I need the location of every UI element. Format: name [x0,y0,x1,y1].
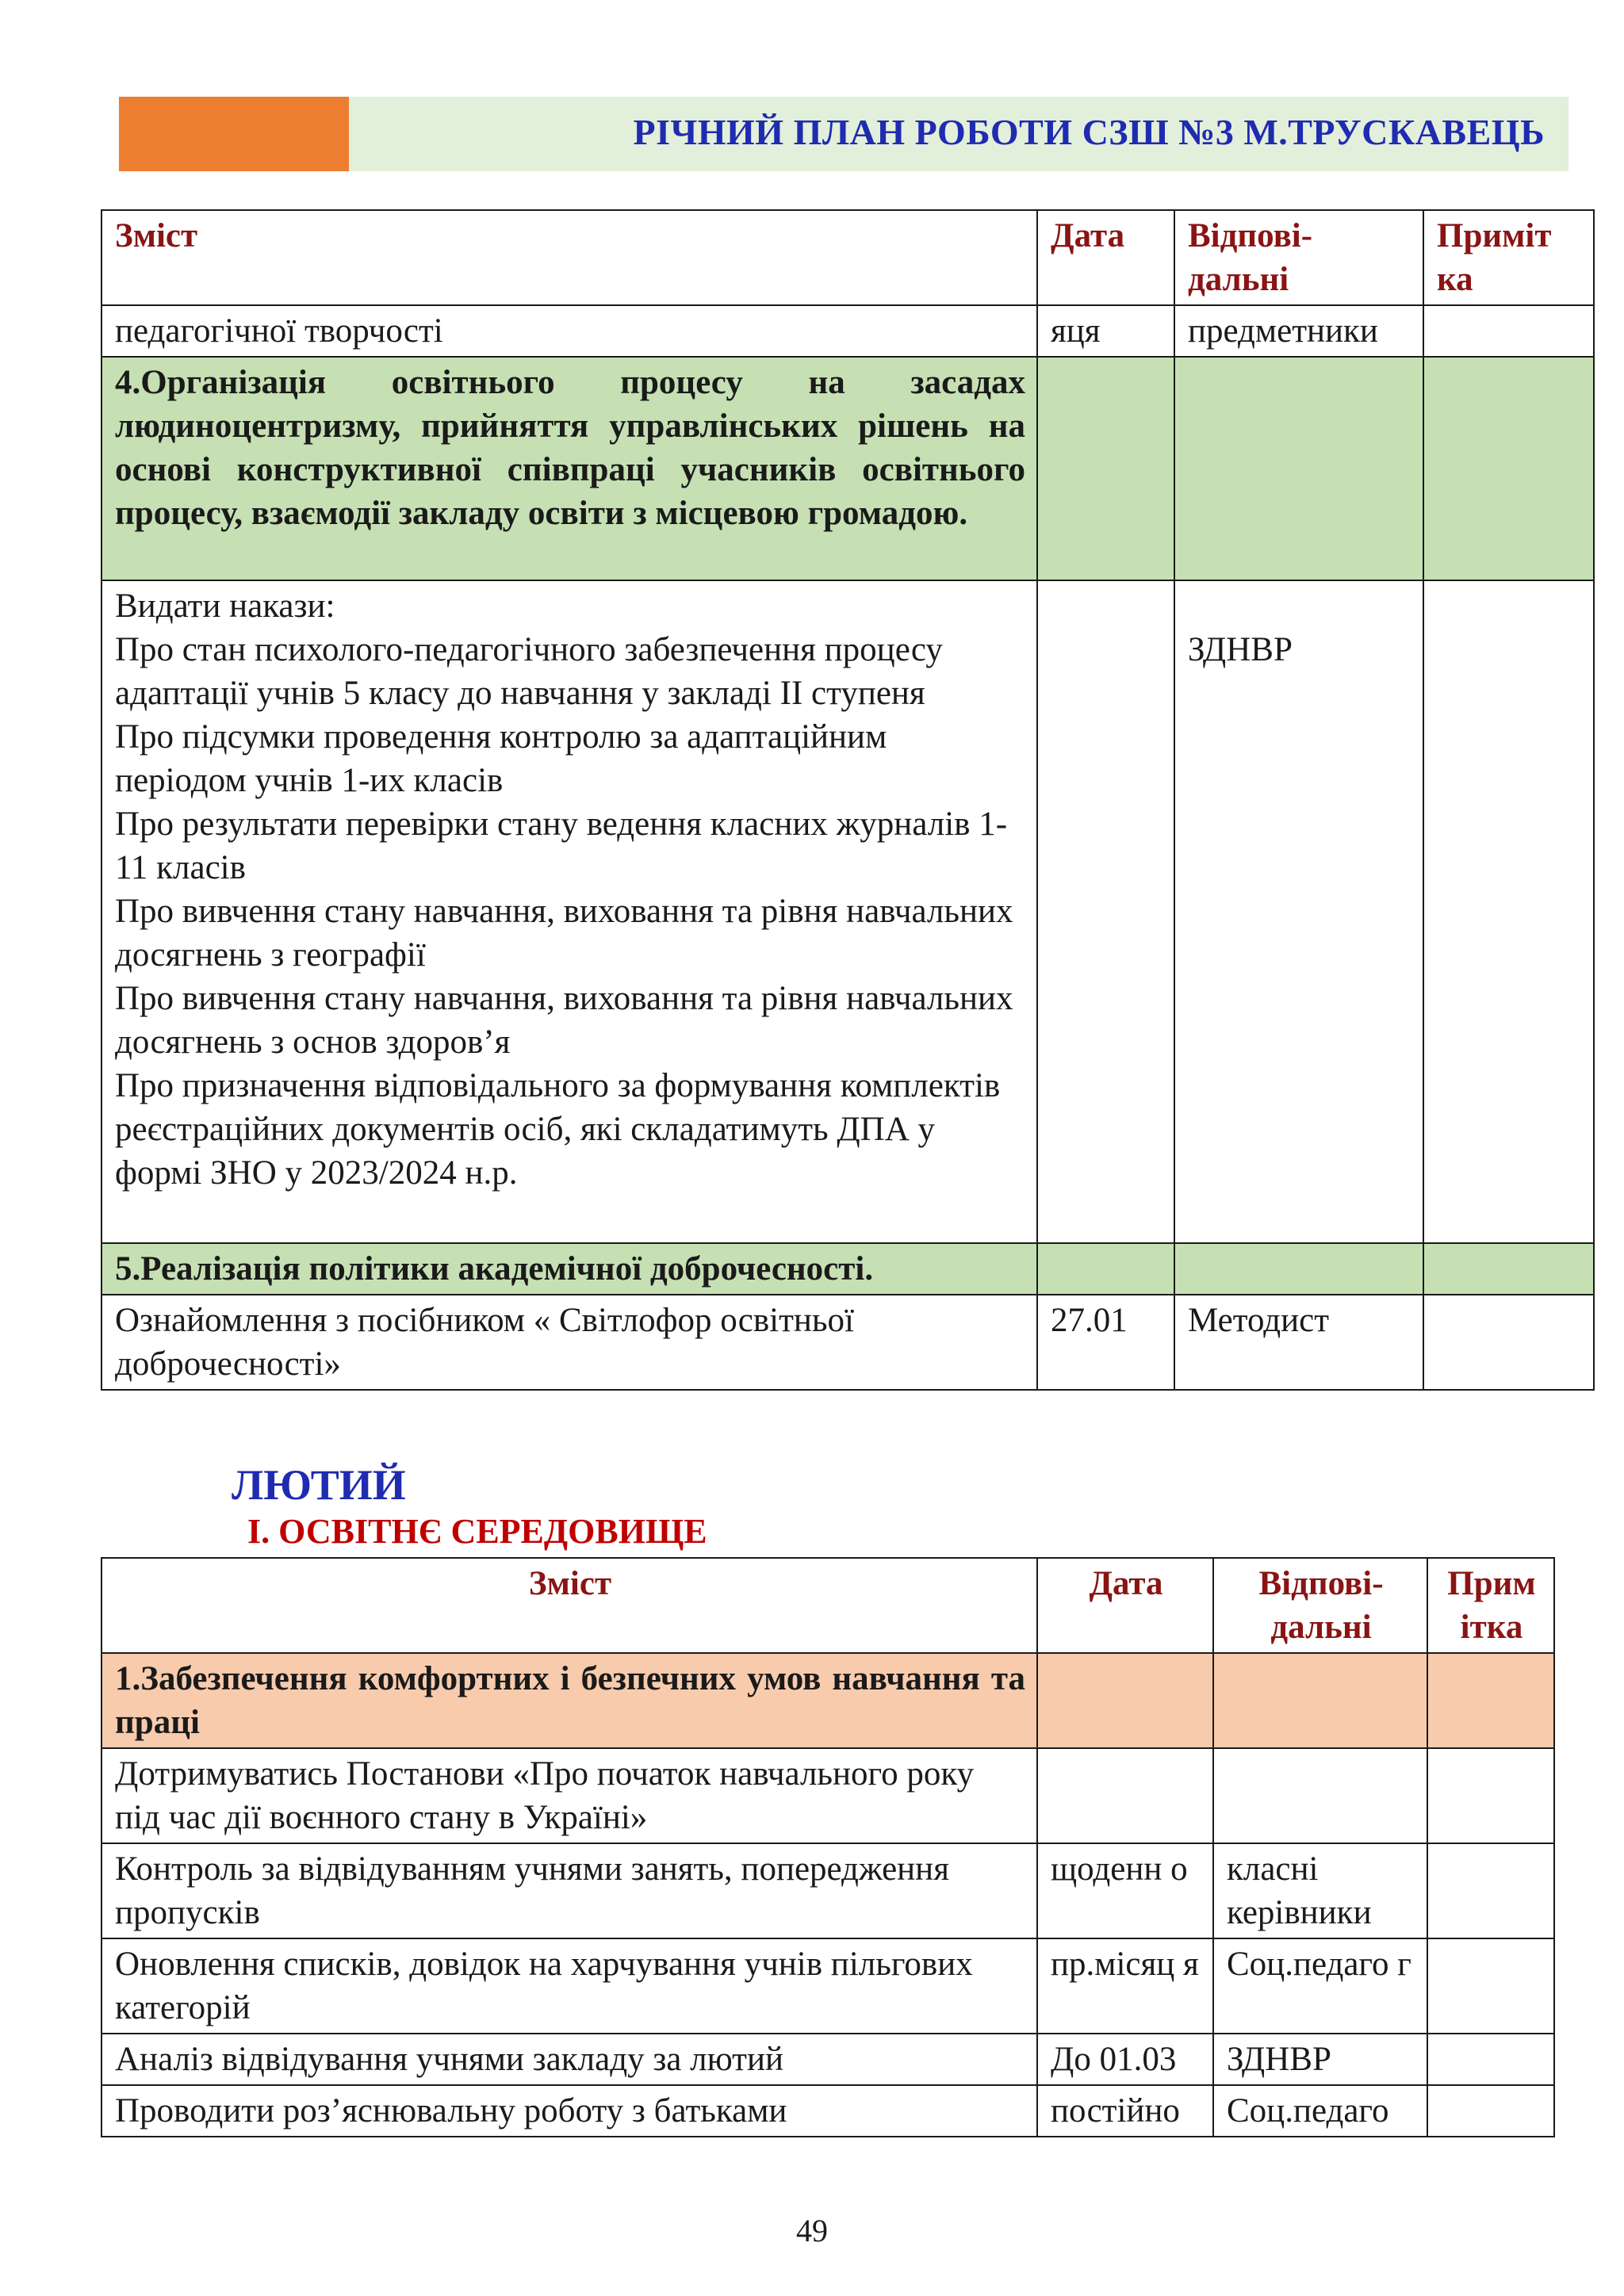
table-header-row [102,210,1594,305]
header-date: Дата [1037,1558,1213,1653]
table-row [102,1748,1554,1843]
table-row [102,2085,1554,2137]
cell-date [1037,1748,1213,1843]
cell-content: педагогічної творчості [102,305,1037,357]
section-1-title: 1.Забезпечення комфортних і безпечних умов навчання та праці [102,1653,1037,1748]
cell-content: Ознайомлення з посібником « Світлофор освітньої доброчесності» [102,1295,1037,1390]
orders-line: Про призначення відповідального за формування комплектів реєстраційних документів осіб, які складатимуть ДПА у формі ЗНО у 2023/2024 н.р. [115,1067,1001,1192]
cell-date: 27.01 [1037,1295,1174,1390]
header-date: Дата [1037,210,1174,305]
cell-note [1423,357,1594,580]
table-row [102,1843,1554,1938]
orders-line: Про підсумки проведення контролю за адаптаційним періодом учнів 1-их класів [115,718,887,799]
section-5-title: 5.Реалізація політики академічної доброчесності. [102,1243,1037,1295]
cell-note [1427,2034,1554,2085]
cell-responsible: класні керівники [1213,1843,1427,1938]
orders-line: Про вивчення стану навчання, виховання та рівня навчальних досягнень з географії [115,893,1013,974]
header-content: Зміст [102,210,1037,305]
cell-note [1423,1295,1594,1390]
cell-responsible [1174,357,1423,580]
cell-date: пр.місяц я [1037,1938,1213,2034]
cell-note [1427,1938,1554,2034]
plan-table-january [101,209,1595,1391]
document-title: РІЧНИЙ ПЛАН РОБОТИ СЗШ №3 М.ТРУСКАВЕЦЬ [633,112,1545,152]
cell-date: щоденн о [1037,1843,1213,1938]
header-note: Приміт ка [1423,210,1594,305]
table-row-orders [102,580,1594,1243]
section-heading: І. ОСВІТНЄ СЕРЕДОВИЩЕ [247,1512,707,1551]
cell-date [1037,357,1174,580]
cell-note [1427,1653,1554,1748]
header-note: Прим ітка [1427,1558,1554,1653]
section-row-4 [102,357,1594,580]
page-number: 49 [796,2213,828,2248]
cell-note [1427,1843,1554,1938]
section-row-5 [102,1243,1594,1295]
cell-date [1037,1243,1174,1295]
table-row [102,1295,1594,1390]
cell-responsible: ЗДНВР [1174,580,1423,1243]
cell-note [1423,305,1594,357]
orders-line: Видати накази: [115,587,335,625]
section-row-1 [102,1653,1554,1748]
cell-responsible [1213,1748,1427,1843]
cell-date: постійно [1037,2085,1213,2137]
cell-content: Контроль за відвідуванням учнями занять, попередження пропусків [102,1843,1037,1938]
header-content: Зміст [102,1558,1037,1653]
cell-date [1037,580,1174,1243]
cell-content: Дотримуватись Постанови «Про початок навчального року під час дії воєнного стану в Україні» [102,1748,1037,1843]
header-responsible: Відпові-дальні [1213,1558,1427,1653]
header-accent-block [119,97,349,171]
cell-date [1037,1653,1213,1748]
cell-content: Аналіз відвідування учнями закладу за лютий [102,2034,1037,2085]
table-row [102,1938,1554,2034]
orders-list [102,580,1037,1243]
table-row [102,2034,1554,2085]
cell-note [1427,1748,1554,1843]
section-4-title: 4.Організація освітнього процесу на засадах людиноцентризму, прийняття управлінських рішень на основі конструктивної співпраці учасників освітнього процесу, взаємодії закладу освіти з місцевою громадою. [102,357,1037,580]
orders-line: Про стан психолого-педагогічного забезпечення процесу адаптації учнів 5 класу до навчання у закладі ІІ ступеня [115,631,943,712]
cell-responsible: Методист [1174,1295,1423,1390]
cell-date: яця [1037,305,1174,357]
cell-note [1423,580,1594,1243]
cell-responsible: предметники [1174,305,1423,357]
plan-table-february [101,1557,1555,2137]
cell-responsible [1174,1243,1423,1295]
cell-note [1423,1243,1594,1295]
orders-line: Про результати перевірки стану ведення класних журналів 1-11 класів [115,806,1008,886]
orders-line: Про вивчення стану навчання, виховання та рівня навчальних досягнень з основ здоров’я [115,980,1013,1061]
cell-content: Проводити роз’яснювальну роботу з батьками [102,2085,1037,2137]
cell-responsible [1213,1653,1427,1748]
month-heading: ЛЮТИЙ [232,1461,406,1509]
cell-responsible: ЗДНВР [1213,2034,1427,2085]
header-responsible: Відпові-дальні [1174,210,1423,305]
cell-date: До 01.03 [1037,2034,1213,2085]
table-header-row [102,1558,1554,1653]
cell-note [1427,2085,1554,2137]
table-row [102,305,1594,357]
cell-content: Оновлення списків, довідок на харчування учнів пільгових категорій [102,1938,1037,2034]
cell-responsible: Соц.педаго [1213,2085,1427,2137]
cell-responsible: Соц.педаго г [1213,1938,1427,2034]
